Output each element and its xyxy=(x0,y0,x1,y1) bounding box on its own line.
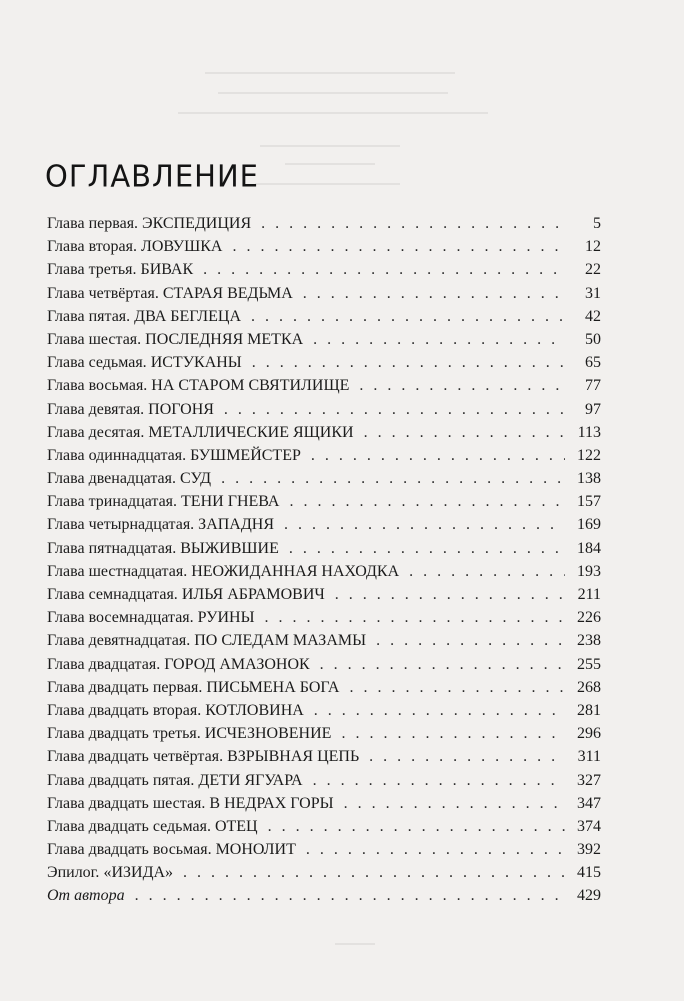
bleed-through-line xyxy=(178,112,488,114)
toc-entry-label xyxy=(47,421,354,444)
toc-page-number: 5 xyxy=(593,215,601,232)
bleed-through-line xyxy=(218,92,448,94)
toc-page-number: 226 xyxy=(577,609,601,627)
dot-leader xyxy=(203,258,565,281)
toc-entry[interactable] xyxy=(47,398,601,421)
toc-entry[interactable] xyxy=(47,629,601,652)
toc-entry-label xyxy=(47,444,301,467)
toc-page-number: 392 xyxy=(577,841,601,859)
page-title: ОГЛАВЛЕНИЕ xyxy=(45,158,260,194)
toc-page-number: 268 xyxy=(577,678,601,696)
toc-page-number: 113 xyxy=(577,423,601,441)
dot-leader xyxy=(303,282,565,305)
dot-leader xyxy=(364,421,565,444)
toc-entry[interactable] xyxy=(47,838,601,861)
dot-leader xyxy=(311,444,565,467)
toc-chapter-title: ПОГОНЯ xyxy=(148,400,214,418)
toc-chapter-prefix: Глава двадцать четвёртая. xyxy=(47,748,224,766)
toc-chapter-prefix: Глава двадцать вторая. xyxy=(47,701,202,719)
toc-chapter-title: ПО СЛЕДАМ МАЗАМЫ xyxy=(194,632,367,650)
toc-entry[interactable] xyxy=(47,305,601,328)
toc-entry-label xyxy=(47,537,279,560)
toc-chapter-title: ЗАПАДНЯ xyxy=(198,516,274,534)
toc-entry[interactable] xyxy=(47,421,601,444)
toc-entry-label xyxy=(47,467,211,490)
toc-chapter-title: НА СТАРОМ СВЯТИЛИЩЕ xyxy=(151,377,350,395)
toc-chapter-prefix: Глава шестая. xyxy=(47,330,142,348)
toc-page-number: 327 xyxy=(577,771,601,789)
toc-chapter-title: РУИНЫ xyxy=(197,609,255,627)
toc-chapter-prefix: Эпилог. xyxy=(47,864,100,882)
toc-entry-label xyxy=(47,560,399,583)
toc-entry[interactable] xyxy=(47,699,601,722)
toc-chapter-title: ИСЧЕЗНОВЕНИЕ xyxy=(204,725,332,743)
dot-leader xyxy=(135,884,565,907)
toc-entry[interactable] xyxy=(47,467,601,490)
toc-entry-label xyxy=(47,513,274,536)
toc-chapter-title: НЕОЖИДАННАЯ НАХОДКА xyxy=(191,562,400,580)
toc-chapter-prefix: Глава четырнадцатая. xyxy=(47,516,195,534)
toc-entry-label xyxy=(47,884,125,907)
toc-chapter-prefix: Глава первая. xyxy=(47,215,139,232)
toc-entry[interactable] xyxy=(47,351,601,374)
toc-chapter-title: ОТЕЦ xyxy=(214,817,258,835)
toc-page-number: 184 xyxy=(577,539,601,557)
toc-entry-label xyxy=(47,398,214,421)
toc-entry[interactable] xyxy=(47,722,601,745)
dot-leader xyxy=(284,513,565,536)
toc-chapter-title: ЛОВУШКА xyxy=(140,238,223,256)
dot-leader xyxy=(349,676,565,699)
toc-entry[interactable] xyxy=(47,653,601,676)
toc-chapter-title: ВЗРЫВНАЯ ЦЕПЬ xyxy=(227,748,360,766)
toc-chapter-prefix: Глава пятая. xyxy=(47,307,131,325)
toc-page-number: 255 xyxy=(577,655,601,673)
toc-entry[interactable] xyxy=(47,560,601,583)
dot-leader xyxy=(341,722,565,745)
dot-leader xyxy=(289,490,565,513)
toc-chapter-prefix: Глава двадцать первая. xyxy=(47,678,203,696)
toc-entry[interactable] xyxy=(47,282,601,305)
bleed-through-line xyxy=(260,145,400,147)
toc-chapter-prefix: Глава четвёртая. xyxy=(47,284,159,302)
toc-chapter-prefix: Глава девятая. xyxy=(47,400,145,418)
toc-entry[interactable] xyxy=(47,745,601,768)
toc-page-number: 77 xyxy=(585,377,601,395)
toc-page-number: 12 xyxy=(585,238,601,256)
dot-leader xyxy=(376,629,565,652)
toc-chapter-prefix: Глава пятнадцатая. xyxy=(47,539,177,557)
toc-chapter-title: МЕТАЛЛИЧЕСКИЕ ЯЩИКИ xyxy=(148,423,354,441)
toc-entry-label xyxy=(47,606,255,629)
toc-page-number: 296 xyxy=(577,725,601,743)
toc-page-number: 374 xyxy=(577,817,601,835)
bleed-through-line xyxy=(255,183,400,185)
toc-entry-label xyxy=(47,722,331,745)
toc-chapter-title: ГОРОД АМАЗОНОК xyxy=(164,655,310,673)
toc-page-number: 193 xyxy=(577,562,601,580)
toc-page-number: 157 xyxy=(577,493,601,511)
toc-entry[interactable] xyxy=(47,606,601,629)
dot-leader xyxy=(344,792,565,815)
toc-chapter-title: МОНОЛИТ xyxy=(215,841,296,859)
toc-entry[interactable] xyxy=(47,815,601,838)
dot-leader xyxy=(268,815,565,838)
toc-chapter-prefix: Глава десятая. xyxy=(47,423,145,441)
toc-entry-label xyxy=(47,769,303,792)
toc-entry[interactable] xyxy=(47,444,601,467)
dot-leader xyxy=(306,838,565,861)
toc-chapter-prefix: Глава двадцать седьмая. xyxy=(47,817,211,835)
toc-page-number: 429 xyxy=(577,887,601,905)
toc-entry-label xyxy=(47,305,241,328)
toc-chapter-prefix: Глава двадцать пятая. xyxy=(47,771,195,789)
toc-chapter-prefix: Глава восьмая. xyxy=(47,377,148,395)
dot-leader xyxy=(251,305,565,328)
toc-page-number: 238 xyxy=(577,632,601,650)
toc-entry-label xyxy=(47,676,339,699)
toc-page-number: 50 xyxy=(585,330,601,348)
toc-chapter-title: СУД xyxy=(179,470,212,488)
dot-leader xyxy=(369,745,565,768)
toc-entry-label xyxy=(47,282,293,305)
toc-chapter-prefix: Глава семнадцатая. xyxy=(47,586,178,603)
dot-leader xyxy=(359,374,565,397)
dot-leader xyxy=(224,398,565,421)
toc-entry[interactable] xyxy=(47,792,601,815)
toc-chapter-title: «ИЗИДА» xyxy=(103,864,174,882)
toc-entry-label xyxy=(47,351,242,374)
toc-chapter-prefix: Глава третья. xyxy=(47,261,137,279)
toc-entry[interactable] xyxy=(47,861,601,884)
toc-entry-label xyxy=(47,235,222,258)
toc-entry-label xyxy=(47,583,325,606)
toc-chapter-prefix: Глава девятнадцатая. xyxy=(47,632,191,650)
toc-entry[interactable] xyxy=(47,490,601,513)
toc-entry[interactable] xyxy=(47,328,601,351)
dot-leader xyxy=(183,861,565,884)
toc-page-number: 169 xyxy=(577,516,601,534)
toc-entry-label xyxy=(47,745,359,768)
toc-entry[interactable] xyxy=(47,676,601,699)
bleed-through-line xyxy=(205,72,455,74)
toc-entry-label xyxy=(47,258,193,281)
toc-chapter-title: ДВА БЕГЛЕЦА xyxy=(134,307,242,325)
toc-chapter-title: БУШМЕЙСТЕР xyxy=(190,446,301,464)
toc-chapter-prefix: Глава двадцатая. xyxy=(47,655,161,673)
dot-leader xyxy=(335,583,565,606)
toc-page-number: 97 xyxy=(585,400,601,418)
toc-entry-label xyxy=(47,212,251,235)
toc-chapter-title: В НЕДРАХ ГОРЫ xyxy=(209,794,334,812)
toc-page-number: 311 xyxy=(577,748,601,766)
toc-entry[interactable] xyxy=(47,583,601,606)
toc-entry[interactable] xyxy=(47,537,601,560)
toc-page-number: 347 xyxy=(577,794,601,812)
toc-chapter-prefix: Глава восемнадцатая. xyxy=(47,609,194,627)
toc-entry[interactable] xyxy=(47,513,601,536)
table-of-contents xyxy=(47,212,601,908)
toc-chapter-title: ПИСЬМЕНА БОГА xyxy=(206,678,340,696)
toc-page-number: 42 xyxy=(585,307,601,325)
dot-leader xyxy=(313,769,565,792)
toc-chapter-prefix: Глава седьмая. xyxy=(47,354,147,372)
toc-entry-label xyxy=(47,861,173,884)
dot-leader xyxy=(252,351,565,374)
toc-chapter-prefix: Глава вторая. xyxy=(47,238,137,256)
bleed-through-line xyxy=(285,163,375,165)
toc-entry-author-note[interactable] xyxy=(47,884,601,907)
toc-entry[interactable] xyxy=(47,374,601,397)
toc-chapter-title: КОТЛОВИНА xyxy=(205,701,304,719)
dot-leader xyxy=(409,560,565,583)
toc-page-number: 415 xyxy=(577,864,601,882)
toc-chapter-prefix: Глава двадцать шестая. xyxy=(47,794,206,812)
bleed-through-line xyxy=(335,943,375,945)
toc-page-number: 138 xyxy=(577,470,601,488)
toc-chapter-title: ТЕНИ ГНЕВА xyxy=(181,493,280,511)
toc-page-number: 211 xyxy=(577,586,601,603)
toc-entry-label xyxy=(47,815,258,838)
toc-entry-label xyxy=(47,629,366,652)
dot-leader xyxy=(313,328,565,351)
toc-page-number: 22 xyxy=(585,261,601,279)
toc-chapter-title: ИСТУКАНЫ xyxy=(150,354,242,372)
toc-entry-label xyxy=(47,838,296,861)
toc-chapter-prefix: Глава двадцать восьмая. xyxy=(47,841,212,859)
toc-entry-label xyxy=(47,699,304,722)
toc-entry[interactable] xyxy=(47,258,601,281)
toc-entry-label xyxy=(47,490,279,513)
toc-chapter-title: БИВАК xyxy=(140,261,194,279)
toc-page-number: 31 xyxy=(585,284,601,302)
dot-leader xyxy=(261,212,565,235)
toc-entry[interactable] xyxy=(47,769,601,792)
toc-entry-label xyxy=(47,653,310,676)
toc-page-number: 281 xyxy=(577,701,601,719)
toc-page-number: 122 xyxy=(577,446,601,464)
toc-chapter-prefix: Глава одиннадцатая. xyxy=(47,446,187,464)
dot-leader xyxy=(265,606,565,629)
dot-leader xyxy=(232,235,565,258)
toc-page-number: 65 xyxy=(585,354,601,372)
dot-leader xyxy=(320,653,565,676)
toc-chapter-title: ПОСЛЕДНЯЯ МЕТКА xyxy=(145,330,304,348)
dot-leader xyxy=(221,467,565,490)
dot-leader xyxy=(314,699,565,722)
toc-entry[interactable] xyxy=(47,235,601,258)
toc-chapter-title: СТАРАЯ ВЕДЬМА xyxy=(162,284,293,302)
dot-leader xyxy=(289,537,565,560)
toc-entry[interactable] xyxy=(47,212,601,235)
toc-chapter-prefix: Глава тринадцатая. xyxy=(47,493,178,511)
toc-chapter-title: ИЛЬЯ АБРАМОВИЧ xyxy=(181,586,325,603)
toc-chapter-title: ЭКСПЕДИЦИЯ xyxy=(142,215,252,232)
toc-entry-label xyxy=(47,328,303,351)
toc-chapter-prefix: Глава шестнадцатая. xyxy=(47,562,188,580)
toc-chapter-prefix: Глава двадцать третья. xyxy=(47,725,201,743)
toc-author-note-title: От автора xyxy=(47,887,125,905)
toc-entry-label xyxy=(47,374,349,397)
toc-chapter-prefix: Глава двенадцатая. xyxy=(47,470,176,488)
toc-chapter-title: ДЕТИ ЯГУАРА xyxy=(198,771,303,789)
toc-chapter-title: ВЫЖИВШИЕ xyxy=(180,539,279,557)
toc-entry-label xyxy=(47,792,334,815)
